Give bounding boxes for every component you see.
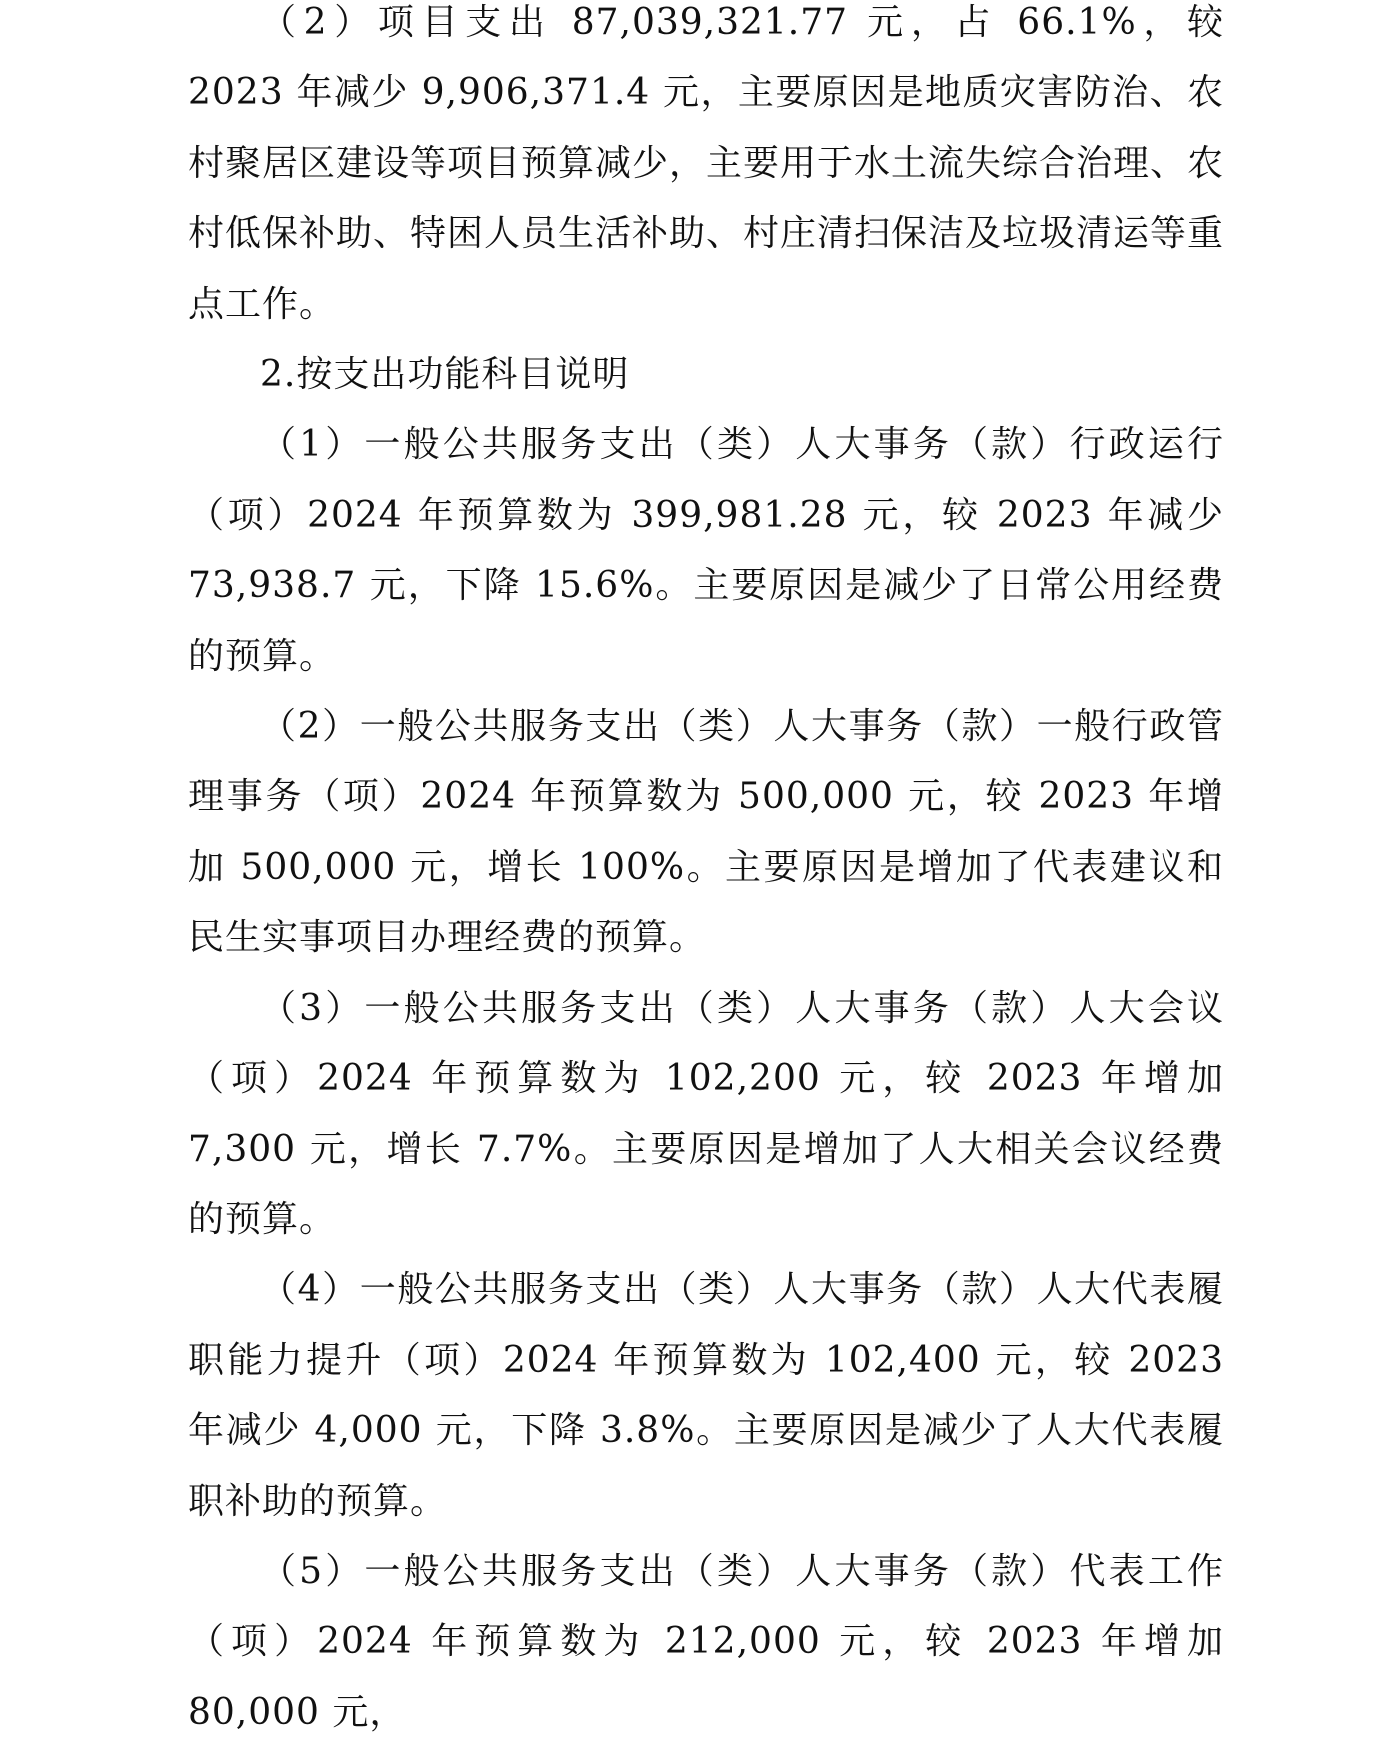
paragraph-deputy-capacity: （4）一般公共服务支出（类）人大事务（款）人大代表履职能力提升（项）2024 年预算数为 102,400 元，较 2023 年减少 4,000 元，下降 3.8%。主要原因是减少了人大代表履职补助的预算。 bbox=[188, 1269, 1224, 1522]
section-heading-functional-subjects: 2.按支出功能科目说明 bbox=[260, 354, 630, 396]
paragraph-general-administration: （2）一般公共服务支出（类）人大事务（款）一般行政管理事务（项）2024 年预算数为 500,000 元，较 2023 年增加 500,000 元，增长 100%。主要原因是增加了代表建议和民生实事项目办理经费的预算。 bbox=[188, 706, 1224, 959]
paragraph-administrative-operation: （1）一般公共服务支出（类）人大事务（款）行政运行（项）2024 年预算数为 399,981.28 元，较 2023 年减少 73,938.7 元，下降 15.6%。主要原因是减少了日常公用经费的预算。 bbox=[188, 424, 1224, 677]
paragraph-deputy-work: （5）一般公共服务支出（类）人大事务（款）代表工作（项）2024 年预算数为 212,000 元，较 2023 年增加 80,000 元， bbox=[188, 1550, 1224, 1733]
paragraph-npc-meetings: （3）一般公共服务支出（类）人大事务（款）人大会议（项）2024 年预算数为 102,200 元，较 2023 年增加 7,300 元，增长 7.7%。主要原因是增加了人大相关会议经费的预算。 bbox=[188, 987, 1224, 1240]
document-page bbox=[188, 0, 1224, 1748]
paragraph-project-expenditure: （2）项目支出 87,039,321.77 元，占 66.1%，较 2023 年减少 9,906,371.4 元，主要原因是地质灾害防治、农村聚居区建设等项目预算减少，主要用于水土流失综合治理、农村低保补助、特困人员生活补助、村庄清扫保洁及垃圾清运等重点工作。 bbox=[188, 2, 1225, 325]
